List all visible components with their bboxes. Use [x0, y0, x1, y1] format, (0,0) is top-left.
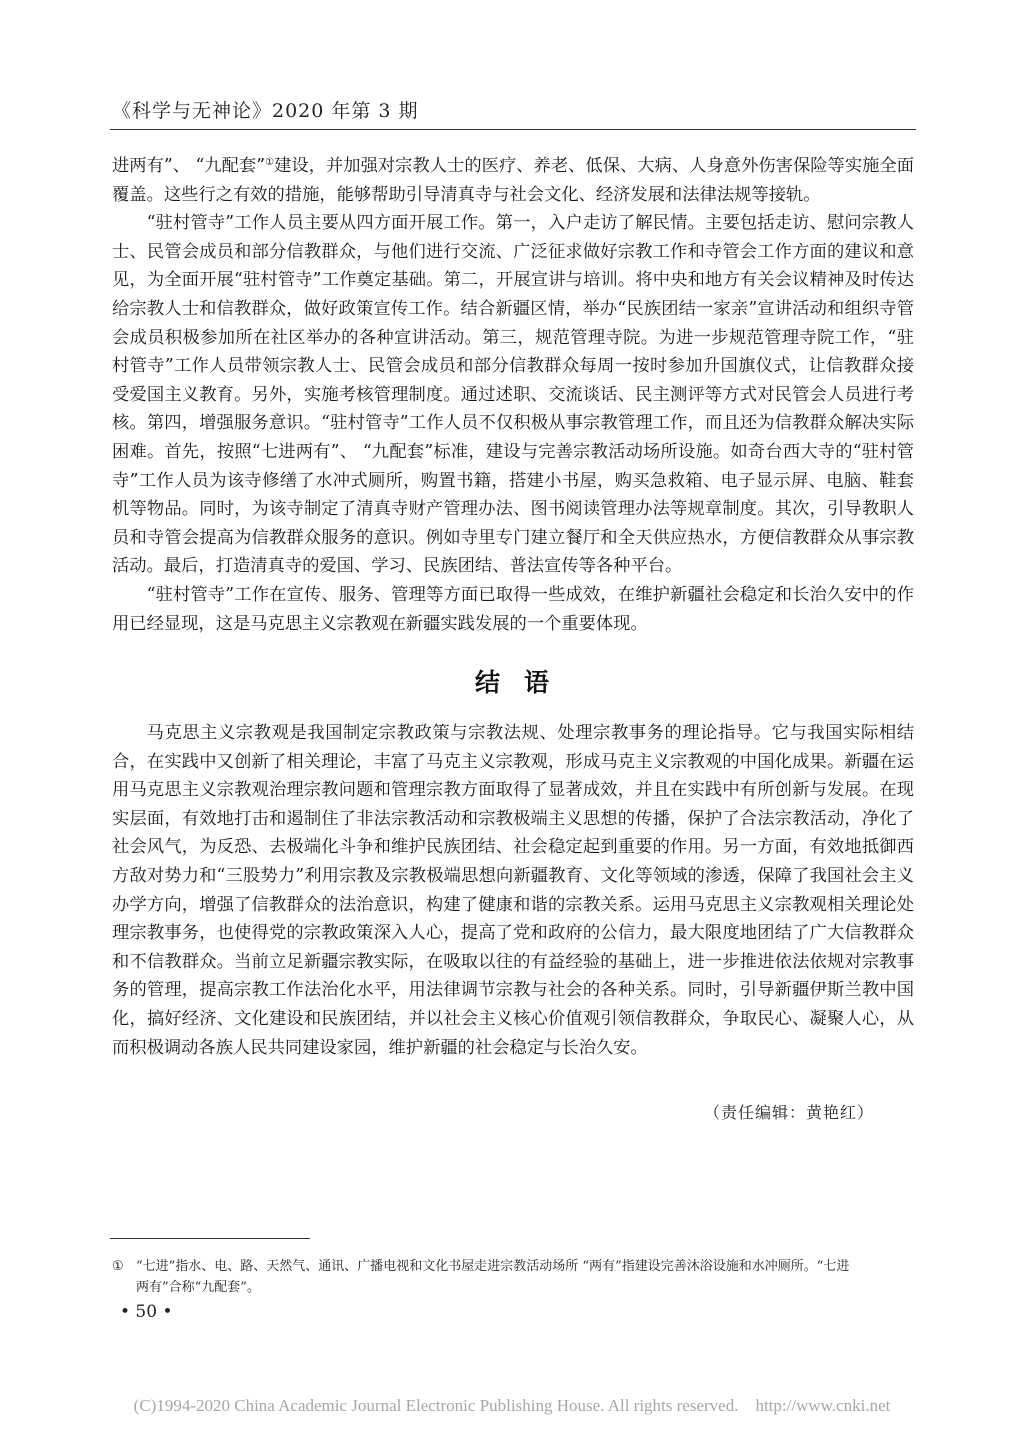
- footnote-line-2: 两有”合称“九配套”。: [136, 1280, 260, 1295]
- paragraph-1-start: 进两有”、 “九配套”: [112, 156, 266, 176]
- footnote-rule: [110, 1238, 310, 1239]
- page-number: • 50 •: [120, 1302, 173, 1322]
- article-body: [112, 152, 914, 638]
- responsible-editor: （责任编辑：黄艳红）: [703, 1103, 874, 1122]
- footnote-text-1: “七进”指水、电、路、天然气、通讯、广播电视和文化书屋走进宗教活动场所 “两有”指建设完善沐浴设施和水冲厕所。“七进: [136, 1259, 850, 1274]
- copyright-watermark: (C)1994-2020 China Academic Journal Electronic Publishing House. All rights reserved. http://www.cnki.net: [133, 1396, 891, 1415]
- paragraph-2: “驻村管寺”工作人员主要从四方面开展工作。第一，入户走访了解民情。主要包括走访、慰问宗教人士、民管会成员和部分信教群众，与他们进行交流、广泛征求做好宗教工作和寺管会工作方面的建议和意见，为全面开展“驻村管寺”工作奠定基础。第二，开展宣讲与培训。将中央和地方有关会议精神及时传达给宗教人士和信教群众，做好政策宣传工作。结合新疆区情，举办“民族团结一家亲”宣讲活动和组织寺管会成员积极参加所在社区举办的各种宣讲活动。第三，规范管理寺院。为进一步规范管理寺院工作，“驻村管寺”工作人员带领宗教人士、民管会成员和部分信教群众每周一按时参加升国旗仪式，让信教群众接受爱国主义教育。另外，实施考核管理制度。通过述职、交流谈话、民主测评等方式对民管会人员进行考核。第四，增强服务意识。“驻村管寺”工作人员不仅积极从事宗教管理工作，而且还为信教群众解决实际困难。首先，按照“七进两有”、 “九配套”标准，建设与完善宗教活动场所设施。如奇台西大寺的“驻村管寺”工作人员为该寺修缮了水冲式厕所，购置书籍，搭建小书屋，购买急救箱、电子显示屏、电脑、鞋套机等物品。同时，为该寺制定了清真寺财产管理办法、图书阅读管理办法等规章制度。其次，引导教职人员和寺管会提高为信教群众服务的意识。例如寺里专门建立餐厅和全天供应热水，方便信教群众从事宗教活动。最后，打造清真寺的爱国、学习、民族团结、普法宣传等各种平台。: [112, 213, 914, 577]
- paragraph-1: [112, 152, 914, 209]
- footnote-1: [112, 1256, 914, 1298]
- footnote-ref-1[interactable]: ①: [265, 157, 275, 168]
- header-rule: [110, 129, 916, 130]
- conclusion-paragraph: 马克思主义宗教观是我国制定宗教政策与宗教法规、处理宗教事务的理论指导。它与我国实际相结合，在实践中又创新了相关理论，丰富了马克主义宗教观，形成马克主义宗教观的中国化成果。新疆在运用马克思主义宗教观治理宗教问题和管理宗教方面取得了显著成效，并且在实践中有所创新与发展。在现实层面，有效地打击和遏制住了非法宗教活动和宗教极端主义思想的传播，保护了合法宗教活动，净化了社会风气，为反恐、去极端化斗争和维护民族团结、社会稳定起到重要的作用。另一方面，有效地抵御西方敌对势力和“三股势力”利用宗教及宗教极端思想向新疆教育、文化等领域的渗透，保障了我国社会主义办学方向，增强了信教群众的法治意识，构建了健康和谐的宗教关系。运用马克思主义宗教观相关理论处理宗教事务，也使得党的宗教政策深入人心，提高了党和政府的公信力，最大限度地团结了广大信教群众和不信教群众。当前立足新疆宗教实际，在吸取以往的有益经验的基础上，进一步推进依法依规对宗教事务的管理，提高宗教工作法治化水平，用法律调节宗教与社会的各种关系。同时，引导新疆伊斯兰教中国化，搞好经济、文化建设和民族团结，并以社会主义核心价值观引领信教群众，争取民心、凝聚人心，从而积极调动各族人民共同建设家园，维护新疆的社会稳定与长治久安。: [112, 723, 914, 1058]
- paragraph-3: “驻村管寺”工作在宣传、服务、管理等方面已取得一些成效，在维护新疆社会稳定和长治久安中的作用已经显现，这是马克思主义宗教观在新疆实践发展的一个重要体现。: [112, 584, 914, 634]
- footnote-mark: ①: [112, 1259, 124, 1274]
- footnote-line-1: [112, 1256, 914, 1277]
- section-title-conclusion: 结语: [474, 668, 573, 697]
- conclusion-body: [112, 719, 914, 1062]
- running-head-title: 《科学与无神论》2020 年第 3 期: [112, 100, 419, 122]
- paragraph-1-rest: 建设，并加强对宗教人士的医疗、养老、低保、大病、人身意外伤害保险等实施全面覆盖。这些行之有效的措施，能够帮助引导清真寺与社会文化、经济发展和法律法规等接轨。: [112, 156, 914, 205]
